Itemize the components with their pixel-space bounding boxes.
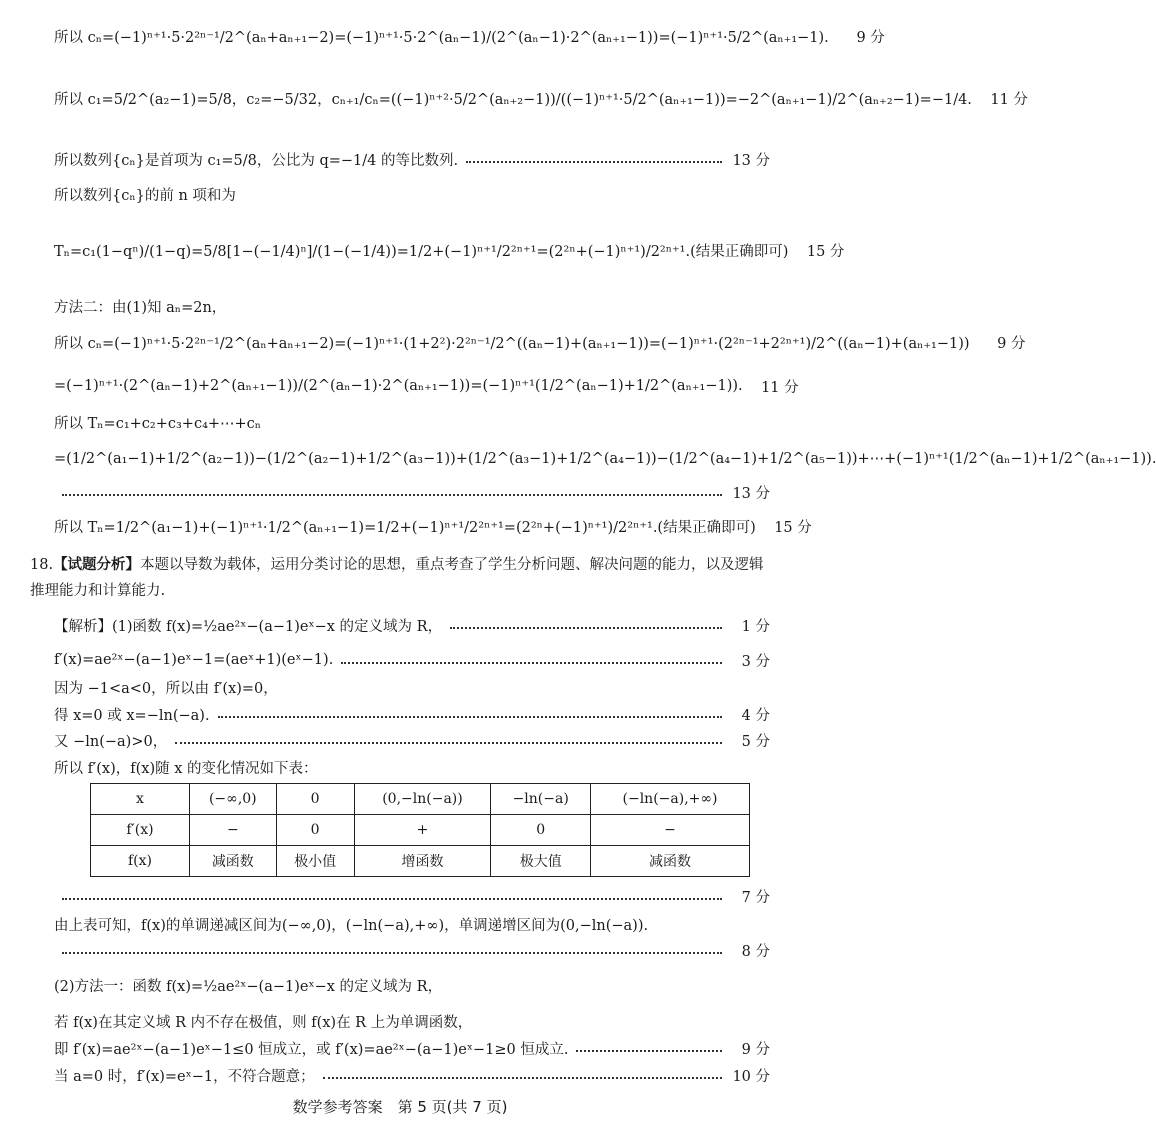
table-row	[91, 815, 750, 846]
answer-line-l20	[54, 910, 770, 938]
score-label: 13 分	[732, 152, 770, 169]
answer-line-l13	[54, 611, 770, 639]
dot-leader	[323, 1077, 722, 1079]
answer-line-text: =(1/2^(a₁−1)+1/2^(a₂−1))−(1/2^(a₂−1)+1/2^(a₃−1))+(1/2^(a₃−1)+1/2^(a₄−1))−(1/2^(a₄−1)+1/2^(a₅−1))+⋯+(−1)ⁿ⁺¹(1/2^(aₙ−1)+1/2^(aₙ₊₁−1)).	[54, 451, 1156, 467]
table-cell: 0	[491, 815, 591, 846]
answer-line-text: Tₙ=c₁(1−qⁿ)/(1−q)=5/8[1−(−1/4)ⁿ]/(1−(−1/4))=1/2+(−1)ⁿ⁺¹/2²ⁿ⁺¹=(2²ⁿ+(−1)ⁿ⁺¹)/2²ⁿ⁺¹.(结果正确即可)	[54, 243, 789, 260]
answer-line-text: f′(x)=ae²ˣ−(a−1)eˣ−1=(aeˣ+1)(eˣ−1).	[54, 652, 334, 668]
q18-number: 18.	[30, 557, 54, 573]
table-cell: −	[190, 815, 277, 846]
q18-analysis	[30, 552, 770, 604]
table-cell: −ln(−a)	[491, 784, 591, 815]
answer-line-text: 所以 Tₙ=c₁+c₂+c₃+c₄+⋯+cₙ	[54, 415, 262, 432]
answer-line-l24	[54, 1034, 770, 1062]
dot-leader	[466, 161, 722, 163]
answer-line-text: (2)方法一：函数 f(x)=½ae²ˣ−(a−1)eˣ−x 的定义域为 R，	[54, 978, 443, 995]
answer-line-text: 所以数列{cₙ}是首项为 c₁=5/8，公比为 q=−1/4 的等比数列.	[54, 152, 459, 169]
score-label: 15 分	[806, 243, 845, 260]
score-label: 11 分	[990, 91, 1028, 108]
dot-leader	[175, 742, 722, 744]
score-label: 15 分	[774, 519, 812, 536]
score-label: 10 分	[732, 1068, 770, 1085]
answer-line-text: 【解析】(1)函数 f(x)=½ae²ˣ−(a−1)eˣ−x 的定义域为 R，	[54, 618, 443, 635]
table-cell: 极小值	[276, 846, 354, 877]
answer-line-l25	[54, 1061, 770, 1089]
table-cell: 0	[276, 815, 354, 846]
score-label: 1 分	[741, 618, 770, 635]
score-label: 9 分	[741, 1041, 770, 1058]
score-label: 3 分	[741, 653, 770, 670]
answer-line-text: 方法二：由(1)知 aₙ=2n，	[54, 299, 227, 316]
table-cell: f(x)	[91, 846, 190, 877]
answer-line-text: 由上表可知，f(x)的单调递减区间为(−∞,0)，(−ln(−a),+∞)，单调递增区间为(0,−ln(−a)).	[54, 917, 649, 934]
answer-line-text: 所以数列{cₙ}的前 n 项和为	[54, 187, 236, 204]
answer-line-l22	[54, 971, 770, 999]
score-label: 7 分	[741, 889, 770, 906]
answer-line-l23	[54, 1007, 770, 1035]
answer-line-l2	[54, 84, 1028, 112]
score-label: 5 分	[741, 733, 770, 750]
q18-text: 本题以导数为载体，运用分类讨论的思想，重点考查了学生分析问题、解决问题的能力，以及逻辑推理能力和计算能力.	[30, 557, 764, 599]
answer-line-text: 因为 −1<a<0，所以由 f′(x)=0，	[54, 680, 278, 697]
answer-line-l1	[54, 22, 885, 50]
answer-line-l10	[54, 445, 1156, 473]
dot-leader	[218, 716, 722, 718]
answer-line-l3	[54, 145, 770, 173]
answer-line-text: 所以 f′(x)，f(x)随 x 的变化情况如下表：	[54, 760, 318, 777]
q18-tag: 【试题分析】	[53, 556, 141, 573]
answer-line-l19	[54, 882, 770, 910]
table-cell: (0,−ln(−a))	[354, 784, 491, 815]
dot-leader	[62, 952, 722, 954]
score-label: 4 分	[741, 707, 770, 724]
answer-line-l6	[54, 292, 770, 320]
variation-table	[90, 783, 750, 877]
score-label: 13 分	[732, 485, 770, 502]
answer-line-text: 所以 cₙ=(−1)ⁿ⁺¹·5·2²ⁿ⁻¹/2^(aₙ+aₙ₊₁−2)=(−1)ⁿ⁺¹·(1+2²)·2²ⁿ⁻¹/2^((aₙ−1)+(aₙ₊₁−1))=(−1)ⁿ⁺¹·(2²ⁿ⁻¹+2²ⁿ⁺¹)/2^((aₙ−1)+(aₙ₊₁−1))	[54, 335, 970, 352]
answer-line-text: 所以 Tₙ=1/2^(a₁−1)+(−1)ⁿ⁺¹·1/2^(aₙ₊₁−1)=1/2+(−1)ⁿ⁺¹/2²ⁿ⁺¹=(2²ⁿ+(−1)ⁿ⁺¹)/2²ⁿ⁺¹.(结果正确即可)	[54, 519, 756, 536]
table-cell: 减函数	[190, 846, 277, 877]
table-cell: 减函数	[591, 846, 750, 877]
answer-line-text: 当 a=0 时，f′(x)=eˣ−1，不符合题意；	[54, 1068, 315, 1085]
table-cell: +	[354, 815, 491, 846]
table-cell: 极大值	[491, 846, 591, 877]
answer-line-l8	[54, 372, 799, 400]
table-cell: −	[591, 815, 750, 846]
answer-line-l14	[54, 646, 770, 674]
table-cell: f′(x)	[91, 815, 190, 846]
answer-line-l16	[54, 700, 770, 728]
score-label: 9 分	[856, 29, 885, 46]
answer-line-text: 所以 cₙ=(−1)ⁿ⁺¹·5·2²ⁿ⁻¹/2^(aₙ+aₙ₊₁−2)=(−1)ⁿ⁺¹·5·2^(aₙ−1)/(2^(aₙ−1)·2^(aₙ₊₁−1))=(−1)ⁿ⁺¹·5/2^(aₙ₊₁−1).	[54, 29, 829, 46]
answer-line-l12	[54, 512, 812, 540]
dot-leader	[576, 1050, 722, 1052]
answer-line-l9	[54, 408, 770, 436]
table-cell: 0	[276, 784, 354, 815]
dot-leader	[341, 662, 722, 664]
table-cell: x	[91, 784, 190, 815]
score-label: 9 分	[997, 335, 1026, 352]
answer-line-text: 所以 c₁=5/2^(a₂−1)=5/8，c₂=−5/32，cₙ₊₁/cₙ=((−1)ⁿ⁺²·5/2^(aₙ₊₂−1))/((−1)ⁿ⁺¹·5/2^(aₙ₊₁−1))=−2^(aₙ₊₁−1)/2^(aₙ₊₂−1)=−1/4.	[54, 91, 972, 108]
table-row	[91, 846, 750, 877]
answer-line-text: 即 f′(x)=ae²ˣ−(a−1)eˣ−1≤0 恒成立，或 f′(x)=ae²ˣ−(a−1)eˣ−1≥0 恒成立.	[54, 1041, 569, 1058]
answer-line-l15	[54, 673, 770, 701]
answer-line-text: 又 −ln(−a)>0，	[54, 733, 168, 750]
dot-leader	[450, 627, 722, 629]
answer-line-l21	[54, 936, 770, 964]
answer-line-text: 若 f(x)在其定义域 R 内不存在极值，则 f(x)在 R 上为单调函数，	[54, 1014, 473, 1031]
answer-line-l17	[54, 726, 770, 754]
answer-line-l11	[54, 478, 770, 506]
answer-line-l18	[54, 753, 770, 781]
answer-line-l4	[54, 180, 770, 208]
table-cell: 增函数	[354, 846, 491, 877]
answer-line-text: 得 x=0 或 x=−ln(−a).	[54, 707, 210, 724]
dot-leader	[62, 898, 722, 900]
dot-leader	[62, 494, 722, 496]
answer-line-l5	[54, 236, 845, 264]
answer-line-text: =(−1)ⁿ⁺¹·(2^(aₙ−1)+2^(aₙ₊₁−1))/(2^(aₙ−1)·2^(aₙ₊₁−1))=(−1)ⁿ⁺¹(1/2^(aₙ−1)+1/2^(aₙ₊₁−1)).	[54, 378, 743, 394]
score-label: 11 分	[761, 379, 799, 396]
answer-line-l7	[54, 328, 1026, 356]
table-row	[91, 784, 750, 815]
score-label: 8 分	[741, 943, 770, 960]
table-cell: (−∞,0)	[190, 784, 277, 815]
table-cell: (−ln(−a),+∞)	[591, 784, 750, 815]
page-footer: 数学参考答案 第 5 页(共 7 页)	[292, 1098, 508, 1116]
